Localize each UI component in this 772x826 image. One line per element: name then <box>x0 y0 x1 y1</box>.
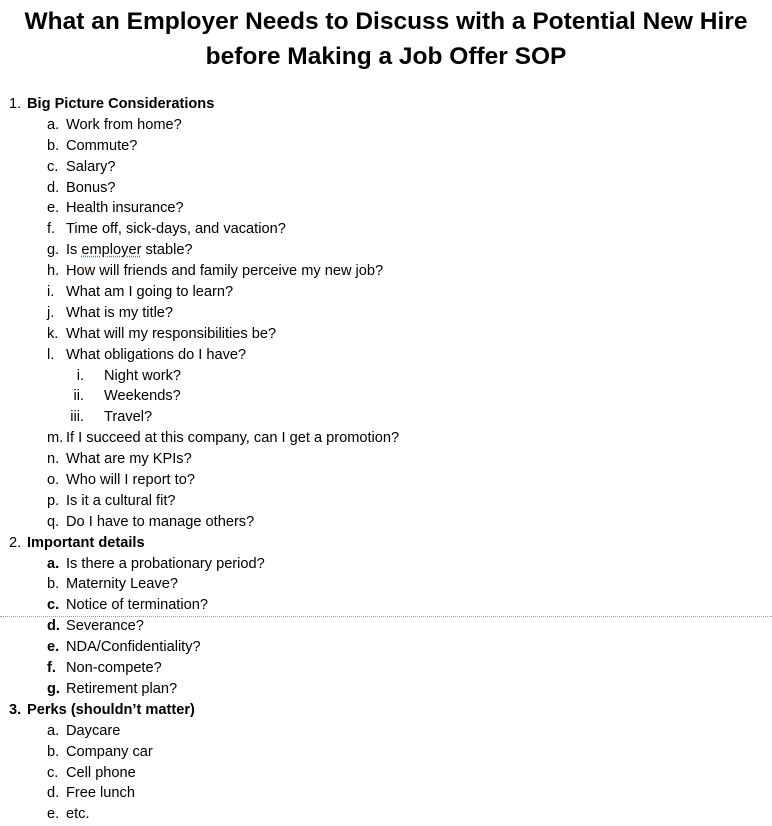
list-marker: i. <box>47 284 55 301</box>
list-item-text: Time off, sick-days, and vacation? <box>66 221 286 238</box>
list-item[interactable] <box>0 491 772 512</box>
list-marker: c. <box>47 158 59 175</box>
list-marker: f. <box>47 221 56 238</box>
list-marker: m. <box>47 430 64 447</box>
list-item-text: Night work? <box>104 367 182 384</box>
list-marker: i. <box>76 367 84 384</box>
list-item-text: Cell phone <box>66 764 136 781</box>
list-item-text: How will friends and family perceive my new job? <box>66 263 384 280</box>
section-heading[interactable] <box>0 700 772 721</box>
list-item-text: Do I have to manage others? <box>66 513 255 530</box>
list-marker: p. <box>47 492 60 509</box>
list-item-text <box>66 240 193 261</box>
list-marker: a. <box>47 722 60 739</box>
list-marker: d. <box>47 179 60 196</box>
list-item[interactable] <box>0 763 772 784</box>
list-item[interactable] <box>0 658 772 679</box>
list-marker: l. <box>47 346 55 363</box>
list-marker: o. <box>47 472 60 489</box>
list-item[interactable] <box>0 742 772 763</box>
list-marker: e. <box>47 806 60 823</box>
title-line-2: before Making a Job Offer SOP <box>205 43 567 70</box>
list-item[interactable] <box>0 261 772 282</box>
list-item-text: Work from home? <box>66 116 182 133</box>
text-segment: Is <box>66 242 82 259</box>
list-item[interactable] <box>0 637 772 658</box>
list-item[interactable] <box>0 721 772 742</box>
list-marker: n. <box>47 451 60 468</box>
list-marker: j. <box>47 304 55 321</box>
list-marker: d. <box>47 618 60 635</box>
list-item-text: Is there a probationary period? <box>66 555 265 572</box>
list-marker: 2. <box>9 534 22 551</box>
list-item[interactable] <box>0 470 772 491</box>
list-item-text: If I succeed at this company, can I get a promotion? <box>66 430 400 447</box>
list-marker: e. <box>47 639 60 656</box>
list-item-text: Notice of termination? <box>66 597 208 614</box>
page-break-divider <box>0 616 772 617</box>
list-item[interactable] <box>0 136 772 157</box>
list-marker: g. <box>47 680 60 697</box>
list-item-text: What am I going to learn? <box>66 284 234 301</box>
sub-list-item[interactable] <box>0 386 772 407</box>
list-item-text: Retirement plan? <box>66 680 178 697</box>
list-item[interactable] <box>0 595 772 616</box>
section-label: Big Picture Considerations <box>27 96 215 112</box>
section-label: Perks (shouldn’t matter) <box>27 701 195 718</box>
list-item[interactable] <box>0 157 772 178</box>
list-item[interactable] <box>0 512 772 533</box>
list-marker: b. <box>47 576 60 593</box>
list-item-text: Non-compete? <box>66 660 162 677</box>
list-marker: h. <box>47 263 60 280</box>
list-marker: d. <box>47 785 60 802</box>
list-item-text: Bonus? <box>66 179 116 196</box>
list-item[interactable] <box>0 178 772 199</box>
outline-list <box>0 94 772 825</box>
list-marker: c. <box>47 597 60 614</box>
list-marker: 1. <box>9 96 22 112</box>
list-item[interactable] <box>0 428 772 449</box>
list-item-text: Company car <box>66 743 153 760</box>
list-marker: k. <box>47 325 59 342</box>
list-marker: 3. <box>9 701 22 718</box>
list-item-text: etc. <box>66 806 90 823</box>
list-item-text: Commute? <box>66 137 138 154</box>
list-item-text: Is it a cultural fit? <box>66 492 176 509</box>
list-marker: iii. <box>70 409 84 426</box>
title-line-1: What an Employer Needs to Discuss with a Potential New Hire <box>24 8 748 35</box>
document-title <box>0 4 772 74</box>
list-item[interactable] <box>0 679 772 700</box>
list-item-text: Severance? <box>66 618 144 635</box>
list-item-text: Health insurance? <box>66 200 184 217</box>
list-item-text: Weekends? <box>104 388 181 405</box>
list-marker: a. <box>47 555 60 572</box>
list-marker: g. <box>47 242 60 259</box>
list-item[interactable] <box>0 449 772 470</box>
list-item-text: Maternity Leave? <box>66 576 178 593</box>
list-marker: f. <box>47 660 56 677</box>
list-item[interactable] <box>0 804 772 825</box>
list-item-text: Free lunch <box>66 785 135 802</box>
section-heading[interactable] <box>0 94 772 115</box>
list-item-text: Salary? <box>66 158 116 175</box>
list-item-text: Daycare <box>66 722 121 739</box>
sub-list-item[interactable] <box>0 407 772 428</box>
list-item[interactable] <box>0 115 772 136</box>
list-item[interactable] <box>0 282 772 303</box>
section-label: Important details <box>27 534 145 551</box>
list-item-text: What will my responsibilities be? <box>66 325 277 342</box>
list-marker: a. <box>47 116 60 133</box>
list-marker: q. <box>47 513 60 530</box>
section-heading[interactable] <box>0 533 772 554</box>
list-item[interactable] <box>0 574 772 595</box>
list-marker: e. <box>47 200 60 217</box>
list-item-text: Who will I report to? <box>66 472 195 489</box>
list-item[interactable] <box>0 554 772 575</box>
list-item[interactable] <box>0 324 772 345</box>
list-item[interactable] <box>0 240 772 261</box>
list-marker: b. <box>47 743 60 760</box>
list-item[interactable] <box>0 198 772 219</box>
spellcheck-flagged-word[interactable]: employer <box>81 242 142 259</box>
list-item[interactable] <box>0 345 772 366</box>
list-marker: b. <box>47 137 60 154</box>
text-segment: stable? <box>141 242 193 259</box>
list-item[interactable] <box>0 783 772 804</box>
list-item[interactable] <box>0 303 772 324</box>
list-marker: ii. <box>73 388 84 405</box>
list-item[interactable] <box>0 219 772 240</box>
list-item-text: What are my KPIs? <box>66 451 192 468</box>
list-item-text: What obligations do I have? <box>66 346 247 363</box>
list-item[interactable] <box>0 616 772 637</box>
list-item-text: What is my title? <box>66 304 174 321</box>
list-item-text: NDA/Confidentiality? <box>66 639 201 656</box>
list-item-text: Travel? <box>104 409 153 426</box>
sub-list-item[interactable] <box>0 366 772 387</box>
list-marker: c. <box>47 764 59 781</box>
